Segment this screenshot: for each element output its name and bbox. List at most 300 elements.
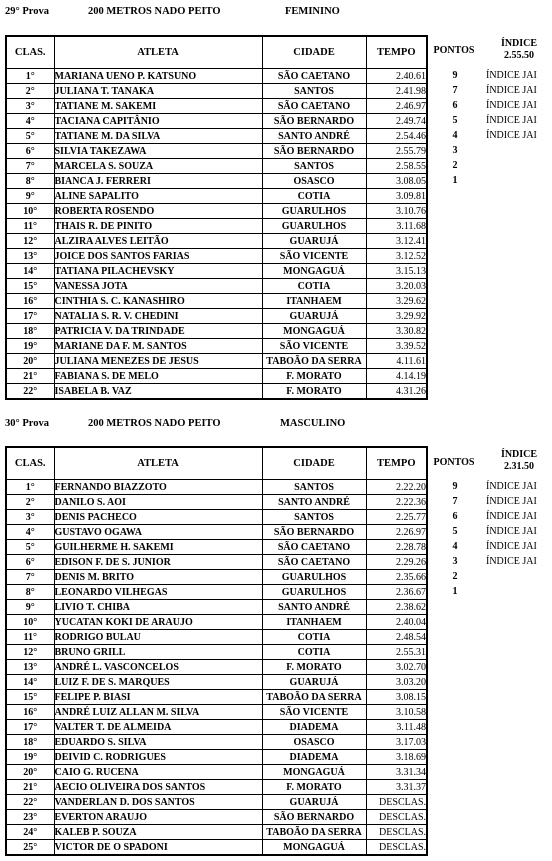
- table-row: [6, 645, 427, 660]
- position-cell: 20°: [6, 354, 54, 369]
- athlete-cell: THAIS R. DE PINITO: [54, 219, 262, 234]
- index-note: ÍNDICE JAI: [486, 100, 537, 111]
- position-cell: 9°: [6, 600, 54, 615]
- city-cell: COTIA: [262, 279, 366, 294]
- table-row: [6, 840, 427, 856]
- city-cell: SÃO VICENTE: [262, 249, 366, 264]
- points-value: 6: [452, 100, 458, 111]
- time-cell: 3.03.20: [366, 675, 427, 690]
- table-row: [6, 765, 427, 780]
- city-cell: GUARULHOS: [262, 219, 366, 234]
- athlete-cell: RODRIGO BULAU: [54, 630, 262, 645]
- points-index-row: [426, 554, 552, 569]
- table-row: [6, 249, 427, 264]
- time-cell: 3.08.15: [366, 690, 427, 705]
- time-cell: 3.20.03: [366, 279, 427, 294]
- position-cell: 11°: [6, 219, 54, 234]
- table-row: [6, 675, 427, 690]
- time-cell: 2.22.36: [366, 495, 427, 510]
- table-row: [6, 570, 427, 585]
- event-number: 30° Prova: [5, 418, 49, 429]
- results-table: [5, 446, 428, 856]
- points-value: 3: [452, 145, 458, 156]
- index-header-value: 2.55.50: [504, 50, 534, 61]
- time-cell: 3.17.03: [366, 735, 427, 750]
- athlete-cell: ROBERTA ROSENDO: [54, 204, 262, 219]
- points-value: 7: [452, 85, 458, 96]
- event-title-row: [0, 6, 552, 20]
- athlete-cell: JULIANA MENEZES DE JESUS: [54, 354, 262, 369]
- points-index-row: [426, 143, 552, 158]
- athlete-cell: BIANCA J. FERRERI: [54, 174, 262, 189]
- points-value: 6: [452, 511, 458, 522]
- time-cell: 4.14.19: [366, 369, 427, 384]
- table-row: [6, 294, 427, 309]
- time-cell: 3.12.41: [366, 234, 427, 249]
- athlete-cell: ALINE SAPALITO: [54, 189, 262, 204]
- time-cell: 3.10.76: [366, 204, 427, 219]
- time-header: TEMPO: [366, 447, 427, 480]
- position-cell: 19°: [6, 750, 54, 765]
- athlete-cell: ALZIRA ALVES LEITÃO: [54, 234, 262, 249]
- table-row: [6, 720, 427, 735]
- city-cell: F. MORATO: [262, 384, 366, 400]
- position-cell: 8°: [6, 174, 54, 189]
- points-index-row: [426, 494, 552, 509]
- table-row: [6, 369, 427, 384]
- time-cell: 3.30.82: [366, 324, 427, 339]
- athlete-cell: EVERTON ARAUJO: [54, 810, 262, 825]
- index-note: ÍNDICE JAI: [486, 556, 537, 567]
- position-cell: 19°: [6, 339, 54, 354]
- athlete-cell: CAIO G. RUCENA: [54, 765, 262, 780]
- city-cell: F. MORATO: [262, 660, 366, 675]
- position-cell: 3°: [6, 510, 54, 525]
- city-cell: COTIA: [262, 189, 366, 204]
- athlete-cell: SILVIA TAKEZAWA: [54, 144, 262, 159]
- position-cell: 16°: [6, 705, 54, 720]
- points-header: PONTOS: [433, 457, 475, 468]
- points-value: 2: [452, 160, 458, 171]
- time-cell: DESCLAS.: [366, 840, 427, 856]
- index-note: ÍNDICE JAI: [486, 85, 537, 96]
- time-cell: DESCLAS.: [366, 825, 427, 840]
- athlete-cell: EDISON F. DE S. JUNIOR: [54, 555, 262, 570]
- time-cell: 3.02.70: [366, 660, 427, 675]
- athlete-cell: VANDERLAN D. DOS SANTOS: [54, 795, 262, 810]
- position-cell: 10°: [6, 204, 54, 219]
- position-header: CLAS.: [6, 447, 54, 480]
- athlete-cell: FELIPE P. BIASI: [54, 690, 262, 705]
- header-row: [6, 36, 427, 69]
- time-cell: 3.09.81: [366, 189, 427, 204]
- city-cell: SANTOS: [262, 510, 366, 525]
- position-header: CLAS.: [6, 36, 54, 69]
- table-row: [6, 600, 427, 615]
- time-cell: 2.29.26: [366, 555, 427, 570]
- athlete-cell: AECIO OLIVEIRA DOS SANTOS: [54, 780, 262, 795]
- athlete-cell: TATIANE M. SAKEMI: [54, 99, 262, 114]
- index-note: ÍNDICE JAI: [486, 70, 537, 81]
- event-name: 200 METROS NADO PEITO: [88, 418, 221, 429]
- points-index-row: [426, 173, 552, 188]
- table-row: [6, 84, 427, 99]
- athlete-cell: MARIANA UENO P. KATSUNO: [54, 69, 262, 84]
- table-row: [6, 99, 427, 114]
- time-cell: 3.31.37: [366, 780, 427, 795]
- table-row: [6, 690, 427, 705]
- athlete-cell: EDUARDO S. SILVA: [54, 735, 262, 750]
- table-row: [6, 480, 427, 495]
- points-index-row: [426, 83, 552, 98]
- results-table: [5, 35, 428, 400]
- table-row: [6, 324, 427, 339]
- points-index-row: [426, 113, 552, 128]
- position-cell: 2°: [6, 495, 54, 510]
- city-header: CIDADE: [262, 36, 366, 69]
- time-cell: 3.12.52: [366, 249, 427, 264]
- position-cell: 5°: [6, 540, 54, 555]
- city-cell: SÃO BERNARDO: [262, 144, 366, 159]
- time-cell: 4.31.26: [366, 384, 427, 400]
- city-cell: SANTOS: [262, 84, 366, 99]
- time-cell: 3.39.52: [366, 339, 427, 354]
- position-cell: 18°: [6, 324, 54, 339]
- city-cell: SANTOS: [262, 159, 366, 174]
- athlete-cell: TATIANA PILACHEVSKY: [54, 264, 262, 279]
- city-cell: COTIA: [262, 645, 366, 660]
- city-cell: ITANHAEM: [262, 615, 366, 630]
- time-cell: 3.18.69: [366, 750, 427, 765]
- table-row: [6, 279, 427, 294]
- points-index-row: [426, 98, 552, 113]
- time-cell: 2.40.61: [366, 69, 427, 84]
- index-note: ÍNDICE JAI: [486, 511, 537, 522]
- table-row: [6, 525, 427, 540]
- city-cell: SÃO CAETANO: [262, 540, 366, 555]
- time-cell: 2.58.55: [366, 159, 427, 174]
- index-header-label: ÍNDICE: [500, 449, 538, 460]
- table-row: [6, 825, 427, 840]
- athlete-cell: TATIANE M. DA SILVA: [54, 129, 262, 144]
- time-cell: 3.11.68: [366, 219, 427, 234]
- city-cell: SÃO CAETANO: [262, 555, 366, 570]
- time-cell: 2.25.77: [366, 510, 427, 525]
- athlete-cell: VICTOR DE O SPADONI: [54, 840, 262, 856]
- time-cell: 2.35.66: [366, 570, 427, 585]
- position-cell: 21°: [6, 780, 54, 795]
- city-header: CIDADE: [262, 447, 366, 480]
- table-row: [6, 735, 427, 750]
- city-cell: SÃO VICENTE: [262, 339, 366, 354]
- city-cell: DIADEMA: [262, 750, 366, 765]
- index-note: ÍNDICE JAI: [486, 541, 537, 552]
- athlete-cell: DANILO S. AOI: [54, 495, 262, 510]
- position-cell: 3°: [6, 99, 54, 114]
- table-row: [6, 159, 427, 174]
- points-value: 3: [452, 556, 458, 567]
- points-index-row: [426, 128, 552, 143]
- athlete-cell: TACIANA CAPITÂNIO: [54, 114, 262, 129]
- index-note: ÍNDICE JAI: [486, 526, 537, 537]
- athlete-cell: DENIS M. BRITO: [54, 570, 262, 585]
- position-cell: 8°: [6, 585, 54, 600]
- position-cell: 25°: [6, 840, 54, 856]
- table-row: [6, 780, 427, 795]
- athlete-cell: KALEB P. SOUZA: [54, 825, 262, 840]
- position-cell: 9°: [6, 189, 54, 204]
- city-cell: SÃO BERNARDO: [262, 525, 366, 540]
- time-cell: 3.10.58: [366, 705, 427, 720]
- city-cell: TABOÃO DA SERRA: [262, 690, 366, 705]
- city-cell: GUARUJÁ: [262, 675, 366, 690]
- table-row: [6, 69, 427, 84]
- table-row: [6, 510, 427, 525]
- table-row: [6, 129, 427, 144]
- time-cell: 2.54.46: [366, 129, 427, 144]
- city-cell: SANTO ANDRÉ: [262, 129, 366, 144]
- athlete-cell: MARIANE DA F. M. SANTOS: [54, 339, 262, 354]
- position-cell: 21°: [6, 369, 54, 384]
- time-cell: 3.29.92: [366, 309, 427, 324]
- time-cell: 3.08.05: [366, 174, 427, 189]
- athlete-cell: NATALIA S. R. V. CHEDINI: [54, 309, 262, 324]
- position-cell: 15°: [6, 690, 54, 705]
- points-value: 5: [452, 526, 458, 537]
- index-note: ÍNDICE JAI: [486, 130, 537, 141]
- athlete-header: ATLETA: [54, 447, 262, 480]
- points-index-row: [426, 68, 552, 83]
- time-cell: DESCLAS.: [366, 795, 427, 810]
- index-note: ÍNDICE JAI: [486, 115, 537, 126]
- athlete-cell: VANESSA JOTA: [54, 279, 262, 294]
- position-cell: 13°: [6, 249, 54, 264]
- table-row: [6, 339, 427, 354]
- time-cell: 2.36.67: [366, 585, 427, 600]
- time-cell: DESCLAS.: [366, 810, 427, 825]
- header-row: [6, 447, 427, 480]
- city-cell: COTIA: [262, 630, 366, 645]
- points-index-row: [426, 584, 552, 599]
- time-cell: 2.55.31: [366, 645, 427, 660]
- athlete-cell: ANDRÉ L. VASCONCELOS: [54, 660, 262, 675]
- athlete-cell: PATRICIA V. DA TRINDADE: [54, 324, 262, 339]
- city-cell: GUARULHOS: [262, 585, 366, 600]
- table-row: [6, 660, 427, 675]
- table-row: [6, 219, 427, 234]
- time-cell: 2.40.04: [366, 615, 427, 630]
- index-header-label: ÍNDICE: [500, 38, 538, 49]
- time-cell: 3.11.48: [366, 720, 427, 735]
- athlete-cell: JULIANA T. TANAKA: [54, 84, 262, 99]
- table-row: [6, 309, 427, 324]
- athlete-cell: BRUNO GRILL: [54, 645, 262, 660]
- position-cell: 10°: [6, 615, 54, 630]
- table-row: [6, 540, 427, 555]
- athlete-cell: LUIZ F. DE S. MARQUES: [54, 675, 262, 690]
- points-index-row: [426, 539, 552, 554]
- position-cell: 11°: [6, 630, 54, 645]
- city-cell: SANTOS: [262, 480, 366, 495]
- event-gender: FEMININO: [285, 6, 340, 17]
- city-cell: MONGAGUÁ: [262, 264, 366, 279]
- city-cell: GUARUJÁ: [262, 234, 366, 249]
- time-header: TEMPO: [366, 36, 427, 69]
- points-value: 1: [452, 175, 458, 186]
- index-header-value: 2.31.50: [504, 461, 534, 472]
- athlete-cell: YUCATAN KOKI DE ARAUJO: [54, 615, 262, 630]
- points-index-row: [426, 158, 552, 173]
- table-row: [6, 174, 427, 189]
- position-cell: 4°: [6, 114, 54, 129]
- city-cell: SÃO VICENTE: [262, 705, 366, 720]
- city-cell: SÃO CAETANO: [262, 69, 366, 84]
- city-cell: GUARULHOS: [262, 204, 366, 219]
- position-cell: 7°: [6, 570, 54, 585]
- position-cell: 22°: [6, 384, 54, 400]
- table-row: [6, 810, 427, 825]
- athlete-cell: GUSTAVO OGAWA: [54, 525, 262, 540]
- position-cell: 14°: [6, 675, 54, 690]
- time-cell: 2.28.78: [366, 540, 427, 555]
- points-index-row: [426, 524, 552, 539]
- position-cell: 14°: [6, 264, 54, 279]
- event-name: 200 METROS NADO PEITO: [88, 6, 221, 17]
- points-value: 7: [452, 496, 458, 507]
- position-cell: 16°: [6, 294, 54, 309]
- city-cell: OSASCO: [262, 174, 366, 189]
- table-row: [6, 705, 427, 720]
- table-row: [6, 114, 427, 129]
- event-number: 29° Prova: [5, 6, 49, 17]
- points-value: 4: [452, 130, 458, 141]
- table-row: [6, 234, 427, 249]
- athlete-cell: FERNANDO BIAZZOTO: [54, 480, 262, 495]
- points-value: 9: [452, 70, 458, 81]
- position-cell: 15°: [6, 279, 54, 294]
- position-cell: 17°: [6, 309, 54, 324]
- table-row: [6, 189, 427, 204]
- table-row: [6, 384, 427, 400]
- city-cell: GUARULHOS: [262, 570, 366, 585]
- position-cell: 23°: [6, 810, 54, 825]
- athlete-cell: MARCELA S. SOUZA: [54, 159, 262, 174]
- points-index-row: [426, 479, 552, 494]
- time-cell: 3.15.13: [366, 264, 427, 279]
- position-cell: 17°: [6, 720, 54, 735]
- position-cell: 12°: [6, 234, 54, 249]
- index-note: ÍNDICE JAI: [486, 481, 537, 492]
- position-cell: 1°: [6, 480, 54, 495]
- position-cell: 22°: [6, 795, 54, 810]
- athlete-header: ATLETA: [54, 36, 262, 69]
- points-header: PONTOS: [433, 45, 475, 56]
- points-value: 9: [452, 481, 458, 492]
- table-row: [6, 750, 427, 765]
- points-value: 1: [452, 586, 458, 597]
- index-note: ÍNDICE JAI: [486, 496, 537, 507]
- table-row: [6, 795, 427, 810]
- time-cell: 2.22.20: [366, 480, 427, 495]
- city-cell: DIADEMA: [262, 720, 366, 735]
- time-cell: 3.29.62: [366, 294, 427, 309]
- athlete-cell: DEIVID C. RODRIGUES: [54, 750, 262, 765]
- athlete-cell: VALTER T. DE ALMEIDA: [54, 720, 262, 735]
- athlete-cell: DENIS PACHECO: [54, 510, 262, 525]
- time-cell: 2.38.62: [366, 600, 427, 615]
- athlete-cell: CINTHIA S. C. KANASHIRO: [54, 294, 262, 309]
- table-row: [6, 585, 427, 600]
- time-cell: 2.48.54: [366, 630, 427, 645]
- position-cell: 6°: [6, 555, 54, 570]
- city-cell: SÃO BERNARDO: [262, 114, 366, 129]
- position-cell: 2°: [6, 84, 54, 99]
- index-header: [488, 449, 550, 473]
- time-cell: 2.41.98: [366, 84, 427, 99]
- city-cell: F. MORATO: [262, 780, 366, 795]
- table-row: [6, 264, 427, 279]
- position-cell: 24°: [6, 825, 54, 840]
- athlete-cell: JOICE DOS SANTOS FARIAS: [54, 249, 262, 264]
- city-cell: F. MORATO: [262, 369, 366, 384]
- time-cell: 2.46.97: [366, 99, 427, 114]
- city-cell: GUARUJÁ: [262, 795, 366, 810]
- city-cell: MONGAGUÁ: [262, 840, 366, 856]
- athlete-cell: LIVIO T. CHIBA: [54, 600, 262, 615]
- table-row: [6, 354, 427, 369]
- city-cell: TABOÃO DA SERRA: [262, 354, 366, 369]
- athlete-cell: LEONARDO VILHEGAS: [54, 585, 262, 600]
- position-cell: 4°: [6, 525, 54, 540]
- city-cell: SANTO ANDRÉ: [262, 495, 366, 510]
- athlete-cell: FABIANA S. DE MELO: [54, 369, 262, 384]
- points-value: 4: [452, 541, 458, 552]
- points-index-row: [426, 509, 552, 524]
- points-index-row: [426, 569, 552, 584]
- index-header: [488, 38, 550, 62]
- table-row: [6, 630, 427, 645]
- time-cell: 3.31.34: [366, 765, 427, 780]
- points-value: 5: [452, 115, 458, 126]
- table-row: [6, 144, 427, 159]
- position-cell: 18°: [6, 735, 54, 750]
- city-cell: OSASCO: [262, 735, 366, 750]
- time-cell: 4.11.61: [366, 354, 427, 369]
- time-cell: 2.49.74: [366, 114, 427, 129]
- table-row: [6, 204, 427, 219]
- city-cell: MONGAGUÁ: [262, 765, 366, 780]
- table-row: [6, 615, 427, 630]
- event-title-row: [0, 418, 552, 432]
- city-cell: MONGAGUÁ: [262, 324, 366, 339]
- city-cell: SANTO ANDRÉ: [262, 600, 366, 615]
- city-cell: TABOÃO DA SERRA: [262, 825, 366, 840]
- position-cell: 20°: [6, 765, 54, 780]
- event-gender: MASCULINO: [280, 418, 346, 429]
- position-cell: 12°: [6, 645, 54, 660]
- city-cell: ITANHAEM: [262, 294, 366, 309]
- position-cell: 7°: [6, 159, 54, 174]
- position-cell: 6°: [6, 144, 54, 159]
- athlete-cell: ISABELA B. VAZ: [54, 384, 262, 400]
- time-cell: 2.55.79: [366, 144, 427, 159]
- time-cell: 2.26.97: [366, 525, 427, 540]
- city-cell: SÃO CAETANO: [262, 99, 366, 114]
- position-cell: 13°: [6, 660, 54, 675]
- athlete-cell: GUILHERME H. SAKEMI: [54, 540, 262, 555]
- table-row: [6, 555, 427, 570]
- points-value: 2: [452, 571, 458, 582]
